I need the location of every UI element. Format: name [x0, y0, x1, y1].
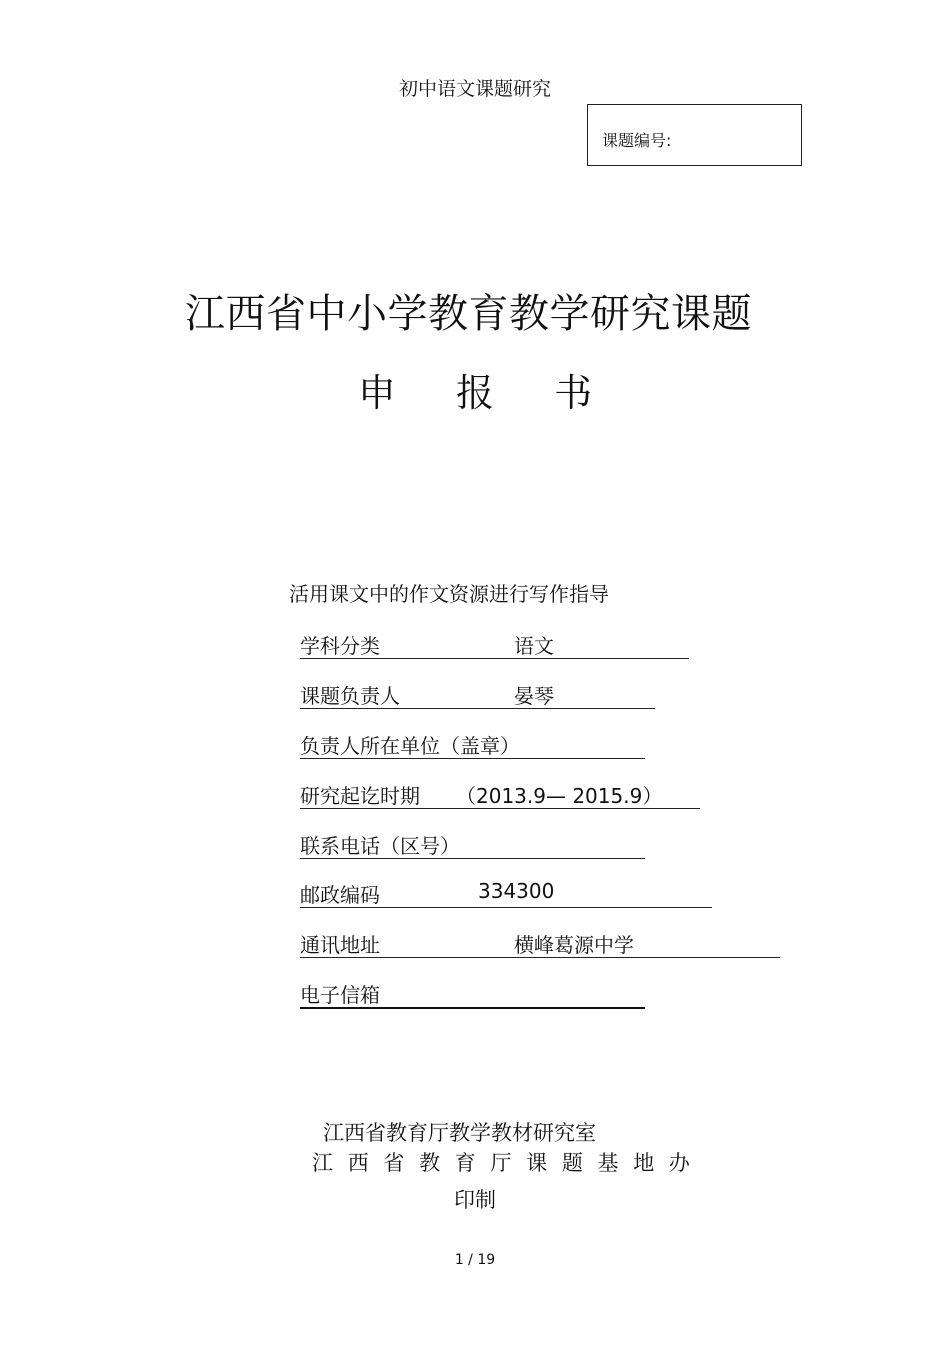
- issuer-char: 基: [597, 1151, 619, 1175]
- field-email: [300, 979, 645, 1009]
- field-label: 负责人所在单位（盖章）: [300, 734, 520, 758]
- issuer-char: 教: [419, 1151, 441, 1175]
- field-label: 课题负责人: [300, 684, 400, 708]
- page-number: 1 / 19: [454, 1252, 496, 1268]
- field-label: 通讯地址: [300, 933, 380, 957]
- issuer-char: 育: [454, 1151, 476, 1175]
- issuer-char: 省: [383, 1151, 405, 1175]
- field-postcode: [300, 879, 712, 908]
- issuer-char: 题: [561, 1151, 583, 1175]
- subtitle-char: 报: [455, 371, 494, 415]
- issuer-char: 办: [668, 1151, 690, 1175]
- field-period: [300, 780, 700, 809]
- field-unit: [300, 730, 645, 759]
- field-subject: [300, 630, 689, 659]
- field-phone: [300, 830, 645, 859]
- project-code-box: [587, 104, 802, 166]
- field-value: 334300: [478, 879, 555, 903]
- issuer-char: 课: [526, 1151, 548, 1175]
- issuer-char: 江: [312, 1151, 333, 1175]
- issuer-line-3: 印制: [454, 1188, 496, 1212]
- issuer-line-1: 江西省教育厅教学教材研究室: [323, 1121, 596, 1145]
- subtitle-char: 书: [554, 371, 593, 415]
- project-code-label: 课题编号:: [602, 131, 672, 150]
- issuer-char: 西: [347, 1151, 369, 1175]
- issuer-char: 厅: [490, 1151, 512, 1175]
- field-leader: [300, 680, 655, 709]
- field-value: 晏琴: [514, 684, 554, 708]
- field-value: （2013.9— 2015.9）: [456, 784, 663, 808]
- document-title: 江西省中小学教育教学研究课题: [185, 291, 752, 337]
- field-address: [300, 929, 780, 958]
- field-value: 横峰葛源中学: [514, 933, 634, 957]
- page-header: 初中语文课题研究: [398, 78, 551, 100]
- field-label: 学科分类: [300, 634, 380, 658]
- issuer-line-2: [312, 1147, 698, 1177]
- subtitle-char: 申: [357, 371, 396, 415]
- field-label: 联系电话（区号）: [300, 834, 460, 858]
- field-label: 电子信箱: [300, 983, 380, 1007]
- document-subtitle: [0, 362, 950, 417]
- project-topic: 活用课文中的作文资源进行写作指导: [289, 582, 609, 606]
- issuer-char: 地: [633, 1151, 655, 1175]
- field-value: 语文: [514, 634, 554, 658]
- field-label: 邮政编码: [300, 883, 380, 907]
- field-label: 研究起讫时期: [300, 784, 420, 808]
